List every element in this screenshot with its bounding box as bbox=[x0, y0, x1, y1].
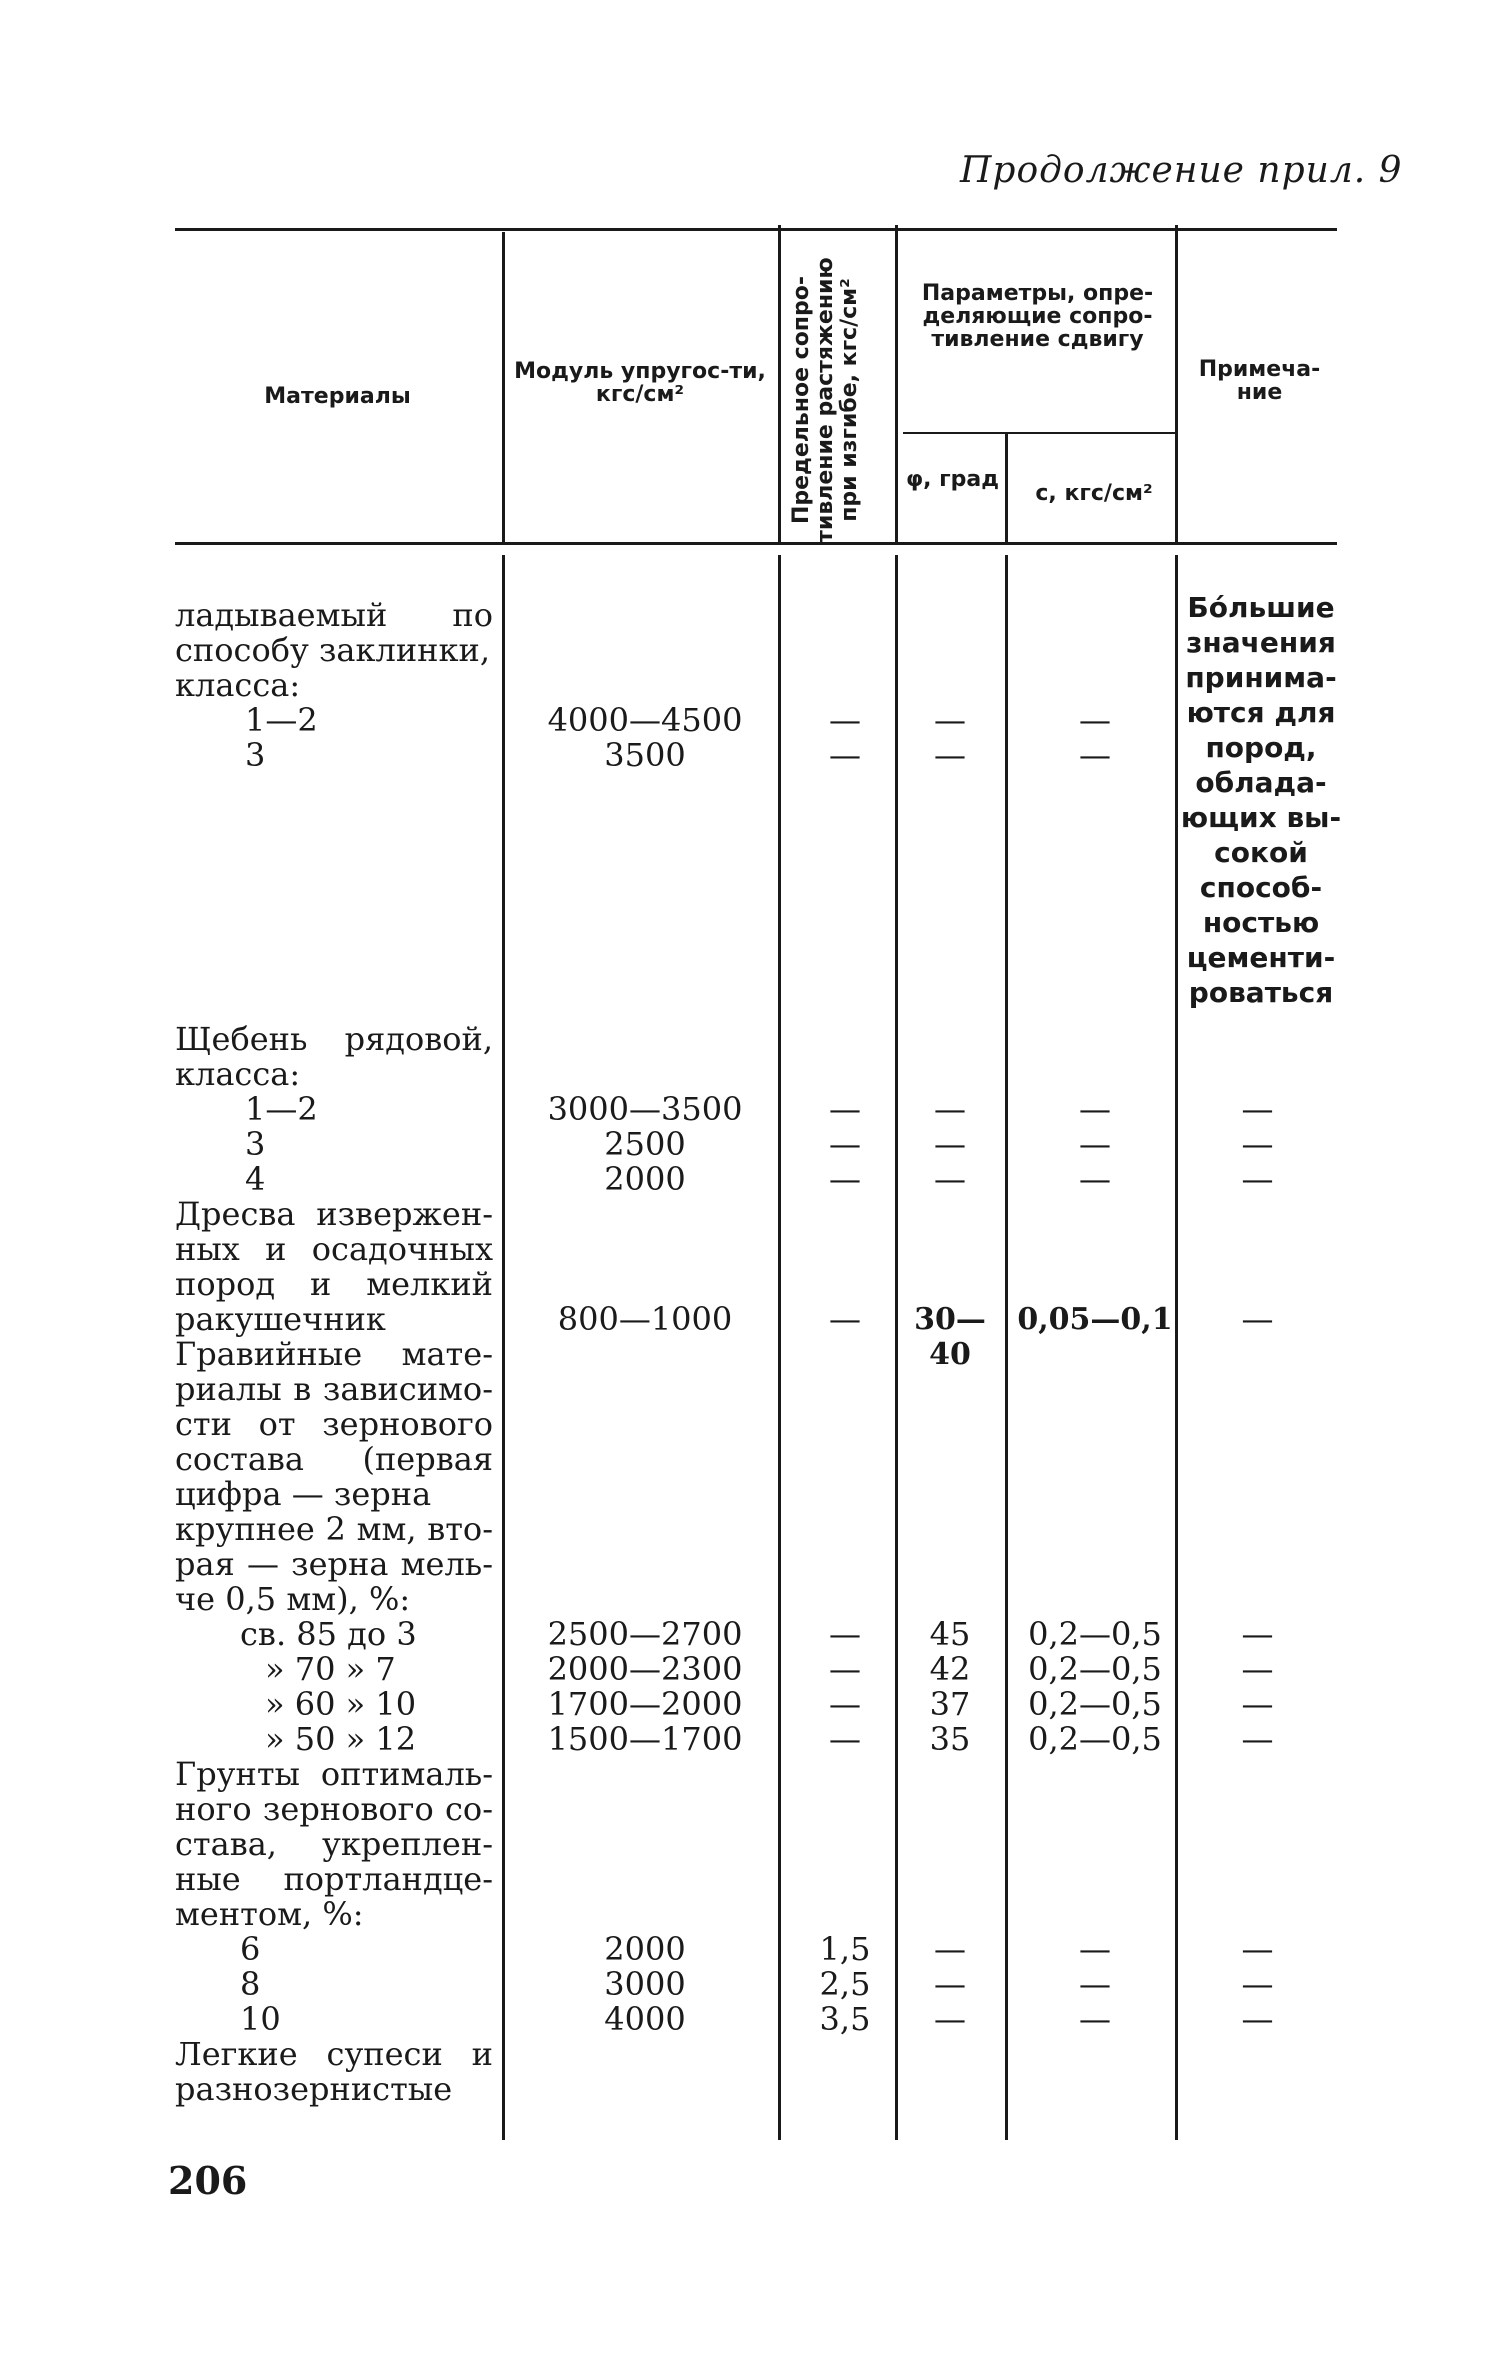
material-line: состава (первая bbox=[175, 1440, 493, 1478]
material-line: способу заклинки, bbox=[175, 631, 490, 669]
tensile-cell bbox=[790, 1617, 900, 1757]
material-line: » 50 » 12 bbox=[265, 1720, 417, 1758]
tensile-value: — bbox=[829, 701, 861, 739]
remark-cell bbox=[1175, 1932, 1340, 2037]
material-cell bbox=[175, 1337, 493, 1757]
remark-value: — bbox=[1241, 1090, 1274, 1128]
material-line: 10 bbox=[240, 2000, 281, 2038]
remark-value: — bbox=[1241, 1300, 1274, 1338]
note-line: Бо́льшие bbox=[1187, 591, 1335, 624]
header-bottom-rule bbox=[175, 542, 1337, 545]
tensile-value: 1,5 bbox=[819, 1930, 871, 1968]
phi-value: 42 bbox=[929, 1650, 971, 1688]
note-line: ющих вы- bbox=[1180, 801, 1342, 834]
tensile-value: — bbox=[829, 1160, 861, 1198]
material-cell bbox=[175, 1197, 493, 1337]
material-line: че 0,5 мм), %: bbox=[175, 1580, 411, 1618]
modulus-cell bbox=[510, 703, 780, 773]
material-line: ментом, %: bbox=[175, 1895, 364, 1933]
material-line: ных и осадочных bbox=[175, 1230, 493, 1268]
material-line: Дресва извержен- bbox=[175, 1195, 493, 1233]
material-line: 6 bbox=[240, 1930, 261, 1968]
phi-value: — bbox=[934, 736, 966, 774]
modulus-value: 2000 bbox=[604, 1930, 686, 1968]
modulus-value: 4000 bbox=[604, 2000, 686, 2038]
remark-value: — bbox=[1241, 1650, 1274, 1688]
modulus-cell bbox=[510, 1092, 780, 1197]
material-cell bbox=[175, 1757, 493, 2037]
modulus-cell bbox=[510, 1932, 780, 2037]
remark-value: — bbox=[1241, 1720, 1274, 1758]
note-line: цементи- bbox=[1186, 941, 1336, 974]
cohesion-value: 0,2—0,5 bbox=[1028, 1615, 1162, 1653]
tensile-value: 3,5 bbox=[819, 2000, 871, 2038]
modulus-value: 3000 bbox=[604, 1965, 686, 2003]
remark-value: — bbox=[1241, 1965, 1274, 2003]
cohesion-cell bbox=[1010, 703, 1180, 773]
header-materials: Материалы bbox=[264, 384, 411, 409]
tensile-cell bbox=[790, 1932, 900, 2037]
tensile-cell bbox=[790, 703, 900, 773]
note-line: ются для bbox=[1186, 696, 1336, 729]
modulus-value: 3000—3500 bbox=[547, 1090, 743, 1128]
material-line: крупнее 2 мм, вто- bbox=[175, 1510, 493, 1548]
material-cell bbox=[175, 598, 493, 773]
phi-value: — bbox=[934, 701, 966, 739]
material-line: класса: bbox=[175, 1055, 301, 1093]
phi-value: 45 bbox=[929, 1615, 971, 1653]
note-line: принима- bbox=[1185, 661, 1337, 694]
remark-value: — bbox=[1241, 1125, 1274, 1163]
header-phi: φ, град bbox=[905, 467, 1000, 492]
material-line: ные портландце- bbox=[175, 1860, 493, 1898]
header-divider bbox=[502, 232, 505, 544]
cohesion-value: — bbox=[1079, 1930, 1111, 1968]
phi-value: 35 bbox=[929, 1720, 971, 1758]
material-line: ракушечник bbox=[175, 1300, 386, 1338]
body-divider bbox=[1005, 555, 1008, 2140]
tensile-cell bbox=[790, 1092, 900, 1197]
material-cell bbox=[175, 1022, 493, 1197]
table-top-rule bbox=[175, 228, 1337, 231]
tensile-value: — bbox=[829, 1125, 861, 1163]
header-divider bbox=[1175, 225, 1178, 545]
cohesion-cell bbox=[1010, 1092, 1180, 1197]
cohesion-value: — bbox=[1079, 736, 1111, 774]
material-line: цифра — зерна bbox=[175, 1475, 432, 1513]
header-divider bbox=[895, 225, 898, 545]
material-line: Грунты оптималь- bbox=[175, 1755, 493, 1793]
material-line: 1—2 bbox=[245, 1090, 318, 1128]
modulus-value: 800—1000 bbox=[557, 1300, 733, 1338]
phi-cell bbox=[895, 1617, 1005, 1757]
modulus-value: 1700—2000 bbox=[547, 1685, 743, 1723]
phi-value: — bbox=[934, 1090, 966, 1128]
material-line: Легкие супеси и bbox=[175, 2035, 493, 2073]
remark-value: — bbox=[1241, 1930, 1274, 1968]
cohesion-value: — bbox=[1079, 701, 1111, 739]
cohesion-value: 0,2—0,5 bbox=[1028, 1685, 1162, 1723]
header-remark: Примеча-ние bbox=[1198, 357, 1321, 406]
phi-value: — bbox=[934, 1125, 966, 1163]
material-line: става, укреплен- bbox=[175, 1825, 493, 1863]
material-line: 1—2 bbox=[245, 701, 318, 739]
modulus-value: 2000—2300 bbox=[547, 1650, 743, 1688]
phi-cell bbox=[895, 1092, 1005, 1197]
material-line: разнозернистые bbox=[175, 2070, 453, 2108]
modulus-value: 2500 bbox=[604, 1125, 686, 1163]
modulus-value: 1500—1700 bbox=[547, 1720, 743, 1758]
material-line: сти от зернового bbox=[175, 1405, 493, 1443]
remark-note bbox=[1180, 590, 1342, 1010]
cohesion-value: — bbox=[1079, 2000, 1111, 2038]
continuation-label: Продолжение прил. 9 bbox=[960, 150, 1403, 191]
material-cell bbox=[175, 2037, 493, 2107]
tensile-value: — bbox=[829, 1300, 861, 1338]
modulus-value: 3500 bbox=[604, 736, 686, 774]
tensile-value: — bbox=[829, 1685, 861, 1723]
phi-value: — bbox=[934, 1160, 966, 1198]
phi-value: — bbox=[934, 1930, 966, 1968]
tensile-value: 2,5 bbox=[819, 1965, 871, 2003]
body-divider bbox=[778, 555, 781, 2140]
material-line: 8 bbox=[240, 1965, 261, 2003]
cohesion-value: — bbox=[1079, 1090, 1111, 1128]
phi-cell bbox=[895, 1932, 1005, 2037]
header-tensile: Предельное сопро-тивление растяжению при изгибе, кгс/см² bbox=[789, 257, 863, 543]
cohesion-value: — bbox=[1079, 1160, 1111, 1198]
phi-value: — bbox=[934, 2000, 966, 2038]
phi-value: 30—40 bbox=[914, 1302, 986, 1372]
page-number: 206 bbox=[168, 2158, 248, 2203]
modulus-value: 2000 bbox=[604, 1160, 686, 1198]
material-line: 4 bbox=[245, 1160, 266, 1198]
material-line: риалы в зависимо- bbox=[175, 1370, 493, 1408]
material-line: пород и мелкий bbox=[175, 1265, 493, 1303]
note-line: сокой bbox=[1214, 836, 1308, 869]
material-line: » 60 » 10 bbox=[265, 1685, 417, 1723]
phi-value: — bbox=[934, 1965, 966, 2003]
material-line: 3 bbox=[245, 736, 266, 774]
phi-value: 37 bbox=[929, 1685, 971, 1723]
tensile-value: — bbox=[829, 1650, 861, 1688]
remark-cell bbox=[1175, 1092, 1340, 1197]
modulus-value: 4000—4500 bbox=[547, 701, 743, 739]
phi-cell bbox=[895, 703, 1005, 773]
remark-value: — bbox=[1241, 1685, 1274, 1723]
material-line: ного зернового со- bbox=[175, 1790, 493, 1828]
cohesion-value: — bbox=[1079, 1125, 1111, 1163]
header-divider bbox=[778, 225, 781, 545]
tensile-value: — bbox=[829, 1720, 861, 1758]
cohesion-value: — bbox=[1079, 1965, 1111, 2003]
material-line: ладываемый по bbox=[175, 596, 493, 634]
material-line: 3 bbox=[245, 1125, 266, 1163]
material-line: св. 85 до 3 bbox=[240, 1615, 417, 1653]
tensile-value: — bbox=[829, 1615, 861, 1653]
remark-value: — bbox=[1241, 1615, 1274, 1653]
header-modulus: Модуль упругос-ти, кгс/см² bbox=[514, 359, 766, 408]
modulus-cell bbox=[510, 1617, 780, 1757]
material-line: рая — зерна мель- bbox=[175, 1545, 493, 1583]
subheader-rule bbox=[903, 432, 1175, 434]
cohesion-cell bbox=[1010, 1932, 1180, 2037]
body-divider bbox=[502, 555, 505, 2140]
note-line: роваться bbox=[1188, 976, 1334, 1009]
note-line: способ- bbox=[1199, 871, 1323, 904]
header-divider bbox=[1005, 434, 1008, 544]
material-line: Щебень рядовой, bbox=[175, 1020, 493, 1058]
header-shear-params: Параметры, опре-деляющие сопро-тивление сдвигу bbox=[921, 281, 1154, 353]
tensile-value: — bbox=[829, 1090, 861, 1128]
note-line: пород, bbox=[1205, 731, 1317, 764]
remark-value: — bbox=[1241, 1160, 1274, 1198]
material-line: Гравийные мате- bbox=[175, 1335, 493, 1373]
modulus-value: 2500—2700 bbox=[547, 1615, 743, 1653]
cohesion-cell bbox=[1010, 1617, 1180, 1757]
header-cohesion: c, кгс/см² bbox=[1035, 481, 1153, 506]
tensile-value: — bbox=[829, 736, 861, 774]
note-line: ностью bbox=[1202, 906, 1320, 939]
cohesion-value: 0,05—0,1 bbox=[1017, 1302, 1173, 1337]
remark-cell bbox=[1175, 1617, 1340, 1757]
cohesion-value: 0,2—0,5 bbox=[1028, 1650, 1162, 1688]
cohesion-value: 0,2—0,5 bbox=[1028, 1720, 1162, 1758]
note-line: значения bbox=[1186, 626, 1336, 659]
material-line: класса: bbox=[175, 666, 301, 704]
material-line: » 70 » 7 bbox=[265, 1650, 396, 1688]
remark-value: — bbox=[1241, 2000, 1274, 2038]
body-divider bbox=[1175, 555, 1178, 2140]
note-line: облада- bbox=[1195, 766, 1327, 799]
